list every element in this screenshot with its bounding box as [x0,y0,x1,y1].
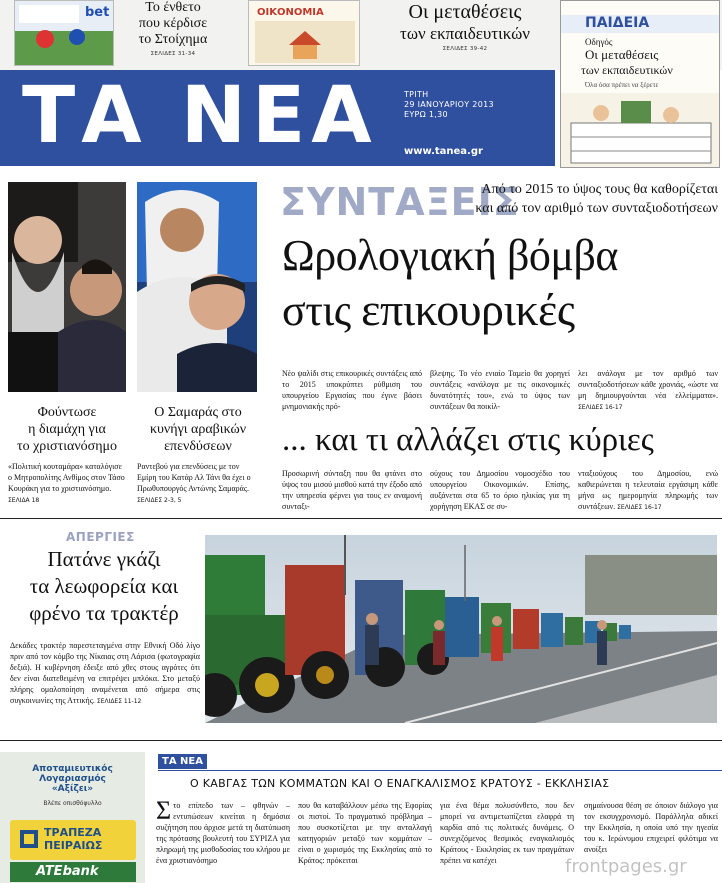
tractor-story-headline[interactable] [6,546,202,627]
teaser-thumb-bet[interactable] [14,0,114,66]
editorial-tab-rule [158,770,722,771]
website-link[interactable]: www.tanea.gr [404,146,483,157]
teaser-title-line: που κέρδισε [138,16,208,31]
side-story-body: Ραντεβού για επενδύσεις με τον Εμίρη του Κατάρ Αλ Τάνι θα έχει ο Πρωθυπουργός Αντώνης Σαμαράς. ΣΕΛΙΔΕΣ 2-3, 5 [137,462,251,504]
tractor-story-body: Δεκάδες τρακτέρ παρεστεταγμένα στην Εθνική Οδό λίγο πριν από τον κόμβο της Νίκαιας στη Λάρισα (φωτογραφία δεξιά). Η κυβέρνηση έδειξε από χθες στους αγρότες ότι δεν είναι διατεθειμένη να επιτρέψει μπλόκα. Στο μεταξύ πλήρης ομαλοποίηση αναμένεται από σήμερα στις συγκοινωνίες της Αττικής. ΣΕΛΙΔΕΣ 11-12 [10,641,200,705]
editorial-col-4: σημαίνουσα θέση σε όποιον διάλογο για τον εκσυγχρονισμό. Παράλληλα αδικεί την Εκκλησία, η οποία υπό την ηγεσία του κ. Ιερώνυμου επιχειρεί φιλότιμα να ανοίξει [584,801,718,854]
side-story-title: η διαμάχη για [28,422,106,437]
tractor-story-kicker: ΑΠΕΡΓΙΕΣ [66,530,135,544]
tractor-headline-line: Πατάνε γκάζι [47,547,161,571]
teaser-page-ref: ΣΕΛΙΔΕΣ 31-34 [150,51,196,57]
section-divider [0,518,722,519]
side-story-title: επενδύσεων [164,439,232,454]
bank-name: ΤΡΑΠΕΖΑ ΠΕΙΡΑΙΩΣ [44,826,103,852]
cover-label: ΠΑΙΔΕΙΑ [585,15,650,31]
teaser-title-line: Το ένθετο [145,0,201,15]
bank-logo-icon [18,828,40,850]
ad-line: Βλέπε οπισθόφυλλο [43,800,102,807]
side-story-body: «Πολιτική κουταμάρα» καταλόγισε ο Μητροπολίτης Ανθίμος στον Τάσο Κουράκη για το χριστιανόσημο. ΣΕΛΙΔΑ 18 [8,462,125,504]
newspaper-logo[interactable]: ΤΑ ΝΕΑ [22,71,378,161]
teaser-title-line: Οι μεταθέσεις [408,1,522,23]
tractor-headline-line: τα λεωφορεία και [29,574,179,598]
main-headline[interactable] [282,230,722,337]
atebank-logo: ATEbank [36,864,99,879]
photo-metropolitan [8,182,126,392]
side-story-title: το χριστιανόσημο [16,439,118,454]
main-story-page-ref: ΣΕΛΙΔΕΣ 16-17 [578,404,623,411]
watermark: frontpages.gr [565,856,687,877]
side-story-page-ref: ΣΕΛΙΔΕΣ 2-3, 5 [137,497,182,504]
teaser-title-line: των εκπαιδευτικών [400,24,530,43]
main-story-col-4: Προσωρινή σύνταξη που θα φτάνει στο ύψος του μισού μισθού κατά την έξοδο από την υπηρεσία φέρνει για τους εν αναμονή συνταξι- [282,469,422,511]
teaser-thumb-label: bet [85,5,110,20]
main-story-col-5: ούχους του Δημοσίου νομοσχέδιο του υπουργείου Οικονομικών. Επίσης, αυξάνεται στα 65 το όριο ηλικίας για τη χορήγηση ΕΚΑΣ σε συ- [430,469,570,511]
cover-sub: Οδηγός [585,37,613,47]
main-story-deck: Από το 2015 το ύψος τους θα καθορίζεται και από τον αριθμό των συνταξιοδοτήσεων [475,182,718,216]
issue-date: 29 ΙΑΝΟΥΑΡΙΟΥ 2013 [404,100,494,109]
tractor-story-page-ref: ΣΕΛΙΔΕΣ 11-12 [96,698,142,705]
main-story-page-ref: ΣΕΛΙΔΕΣ 16-17 [617,504,662,511]
issue-price: ΕΥΡΩ 1,30 [404,110,448,119]
tractors-photo [205,535,717,723]
sub-headline[interactable]: ... και τι αλλάζει στις κύριες [282,422,654,458]
ad-line: «Αξίζει» [51,784,94,794]
main-story-kicker: ΣΥΝΤΑΞΕΙΣ [280,180,520,224]
cover-headline: των εκπαιδευτικών [581,63,673,77]
photo-samaras-emir [137,182,257,392]
section-divider [0,740,722,741]
editorial-col-2: που θα καταβάλλουν μέσω της Εφορίας οι πιστοί. Το πραγματικό πρόβλημα – που συσκοτίζεται με την ανταλλαγή κατηγοριών μεταξύ των κομμάτων – είναι ο χωρισμός της Εκκλησίας από το Κράτος: πρόκειται [298,801,432,865]
side-story-title: κυνήγι αραβικών [149,422,247,437]
issue-day: ΤΡΙΤΗ [404,90,429,99]
teaser-3[interactable] [370,0,560,52]
teaser-1[interactable] [118,0,228,57]
ad-line: Λογαριασμός [39,774,106,784]
side-story-title: Ο Σαμαράς στο [154,405,242,420]
editorial-headline[interactable]: Ο ΚΑΒΓΑΣ ΤΩΝ ΚΟΜΜΑΤΩΝ ΚΑΙ Ο ΕΝΑΓΚΑΛΙΣΜΟΣ ΚΡΑΤΟΥΣ - ΕΚΚΛΗΣΙΑΣ [190,777,610,790]
editorial-tab: ΤΑ ΝΕΑ [158,754,207,769]
side-story-title: Φούντωσε [37,405,97,420]
tractor-headline-line: φρένο τα τρακτέρ [29,601,179,625]
main-story-col-3: λει ανάλογα με τον αριθμό των συνταξιοδοτήσεων κάθε χρονιάς, «ώστε να μη δημιουργούνται νέα ελλείμματα». ΣΕΛΙΔΕΣ 16-17 [578,369,718,411]
main-story-col-6: νταξιούχους του Δημοσίου, ενώ καθιερώνεται η τελευταία εργάσιμη κάθε μήνα ως ημερομηνία πληρωμής των συντάξεων. ΣΕΛΙΔΕΣ 16-17 [578,469,718,511]
side-story-page-ref: ΣΕΛΙΔΑ 18 [8,497,40,504]
education-supplement-cover[interactable] [560,0,720,168]
ad-line: Αποταμιευτικός [32,764,113,774]
cover-tagline: Όλα όσα πρέπει να ξέρετε [585,81,659,89]
cover-headline: Οι μεταθέσεις [585,47,659,62]
teaser-title-line: το Στοίχημα [138,32,208,47]
teaser-thumb-economy[interactable] [248,0,360,66]
main-story-col-1: Νέο ψαλίδι στις επικουρικές συντάξεις από το 2015 υποκρύπτει ρύθμιση του υπουργείου Εργασίας που έγινε βάσει μνημονιακής πρό- [282,369,422,411]
editorial-dropcap: Σ [156,796,172,825]
issue-info [404,90,494,120]
cover-illustration [561,93,720,168]
teaser-thumb-label: ΟΙΚΟΝΟΜΙΑ [257,7,324,18]
side-story-christianosimo[interactable] [8,404,126,506]
main-story-col-2: βλεψης. Το νέο ενιαίο Ταμείο θα χορηγεί συντάξεις «ανάλογα με τις οικονομικές δυνατότητές του», ενώ το ύψος των συντάξεων θα ποικίλ- [430,369,570,411]
main-headline-line: στις επικουρικές [282,284,575,335]
main-headline-line: Ωρολογιακή βόμβα [282,231,618,280]
editorial-col-1: Σ το επίπεδο των – φθηνών – εντυπώσεων κινείται η δημόσια συζήτηση που άρχισε μετά τη διατύπωση της πρότασης βουλευτή του ΣΥΡΙΖΑ για πληρωμή της μισθοδοσίας του κλήρου με ένα χριστιανόσημο [156,796,290,865]
side-story-samaras[interactable] [137,404,259,506]
bank-advert[interactable] [0,752,145,883]
teaser-page-ref: ΣΕΛΙΔΕΣ 39-42 [442,46,488,52]
editorial-col-3: για ένα θέμα πολυσύνθετο, που δεν μπορεί να αντιμετωπίζεται ελαφρά τη καρδία από τις πολιτικές δυνάμεις. Ο συνεχιζόμενος θεσμικός εναγκαλισμός Κράτους - Εκκλησίας εκ των πραγμάτων πρέπει να κατέχει [440,801,574,865]
